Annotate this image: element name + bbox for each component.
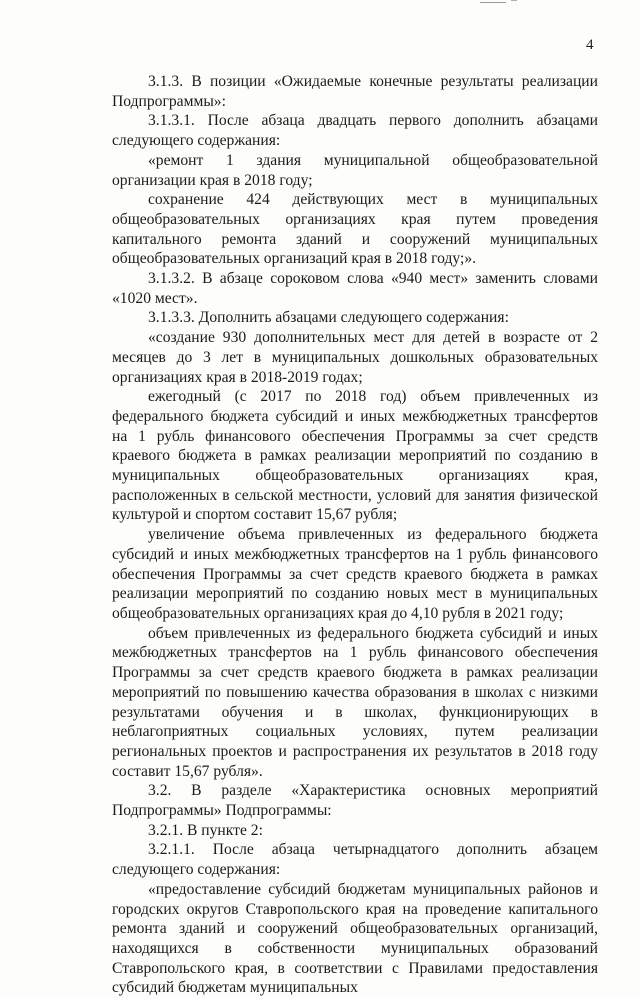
paragraph-increase-volume: увеличение объема привлеченных из федерального бюджета субсидий и иных межбюджетных трансфертов на 1 рубль финансового обеспечения Программы за счет средств краевого бюджета в рамках реализации мероприятий по созданию новых мест в муниципальных общеобразовательных организациях края до 4,10 рубля в 2021 году; xyxy=(112,526,598,622)
paragraph-volume-quality: объем привлеченных из федерального бюджета субсидий и иных межбюджетных трансфертов на 1 рубль финансового обеспечения Программы за счет средств краевого бюджета в рамках реализации мероприятий по повышению качества образования в школах с низкими результатами обучения и в школах, функционирующих в неблагоприятных социальных условиях, путем реализации региональных проектов и распространения их результатов в 2018 году составит 15,67 рубля». xyxy=(112,624,598,780)
paragraph-3-1-3: 3.1.3. В позиции «Ожидаемые конечные результаты реализации Подпрограммы»: xyxy=(112,73,598,110)
page-number: 4 xyxy=(586,37,594,53)
paragraph-3-1-3-2: 3.1.3.2. В абзаце сороковом слова «940 мест» заменить словами «1020 мест». xyxy=(112,270,598,307)
scan-artifact xyxy=(511,0,517,4)
paragraph-3-1-3-3: 3.1.3.3. Дополнить абзацами следующего содержания: xyxy=(148,309,509,327)
paragraph-annual-volume: ежегодный (с 2017 по 2018 год) объем привлеченных из федерального бюджета субсидий и иных межбюджетных трансфертов на 1 рубль финансового обеспечения Программы за счет средств краевого бюджета в рамках реализации мероприятий по созданию в муниципальных общеобразовательных организациях края, расположенных в сельской местности, условий для занятия физической культурой и спортом составит 15,67 рубля; xyxy=(112,388,598,524)
paragraph-3-2-1: 3.2.1. В пункте 2: xyxy=(148,821,263,839)
paragraph-3-2: 3.2. В разделе «Характеристика основных мероприятий Подпрограммы» Подпрограммы: xyxy=(112,782,598,820)
scan-artifact xyxy=(480,2,506,7)
paragraph-repair-building: «ремонт 1 здания муниципальной общеобразовательной организации края в 2018 году; xyxy=(112,151,598,189)
document-body xyxy=(112,72,598,998)
paragraph-3-1-3-1: 3.1.3.1. После абзаца двадцать первого дополнить абзацами следующего содержания: xyxy=(112,112,598,150)
paragraph-subsidies: «предоставление субсидий бюджетам муниципальных районов и городских округов Ставропольского края на проведение капитального ремонта зданий и сооружений общеобразовательных организаций, находящихся в собственности муниципальных образований Ставропольского края, в соответствии с Правилами предоставления субсидий бюджетам муниципальных xyxy=(112,880,598,997)
paragraph-create-places: «создание 930 дополнительных мест для детей в возрасте от 2 месяцев до 3 лет в муниципальных дошкольных образовательных организациях края в 2018-2019 годах; xyxy=(112,329,598,386)
paragraph-3-2-1-1: 3.2.1.1. После абзаца четырнадцатого дополнить абзацем следующего содержания: xyxy=(112,841,598,879)
paragraph-preserve-places: сохранение 424 действующих мест в муниципальных общеобразовательных организациях края путем проведения капитального ремонта зданий и сооружений муниципальных общеобразовательных организаций края в 2018 году;». xyxy=(112,191,598,268)
